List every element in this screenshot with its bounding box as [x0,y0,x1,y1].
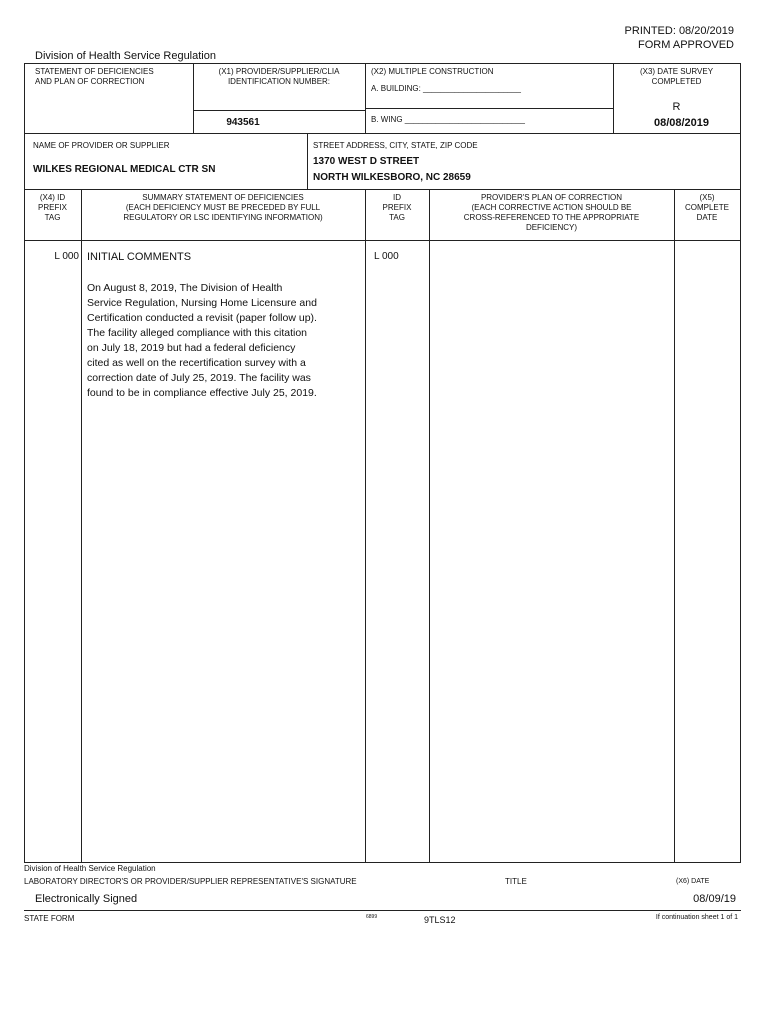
body-line: on July 18, 2019 but had a federal deficiency [87,342,296,354]
x3-r: R [672,101,681,113]
x2-label: (X2) MULTIPLE CONSTRUCTION [371,67,494,76]
form-number: 6899 [366,914,378,920]
body-line: cited as well on the recertification survey with a [87,357,306,369]
x1-label: (X1) PROVIDER/SUPPLIER/CLIA IDENTIFICATION NUMBER: [218,67,340,86]
x3-label: (X3) DATE SURVEY COMPLETED [639,67,714,86]
date-label: (X6) DATE [676,878,710,885]
footer-rule [24,910,741,911]
statement-label: STATEMENT OF DEFICIENCIES AND PLAN OF CORRECTION [35,67,154,86]
signature-label: LABORATORY DIRECTOR'S OR PROVIDER/SUPPLIER REPRESENTATIVE'S SIGNATURE [24,877,357,886]
provider-name-label: NAME OF PROVIDER OR SUPPLIER [33,141,170,150]
footer-division: Division of Health Service Regulation [24,864,156,873]
event-id: 9TLS12 [424,915,456,925]
x4-header: (X4) ID PREFIX TAG [38,193,67,222]
tag-right: L 000 [374,251,399,262]
city-state-zip: NORTH WILKESBORO, NC 28659 [313,172,471,183]
street-address: 1370 WEST D STREET [313,156,420,167]
continuation-sheet: If continuation sheet 1 of 1 [655,914,738,921]
signed-date: 08/09/19 [693,893,736,905]
x2-wing: B. WING ___________________________ [371,115,525,124]
id-header: ID PREFIX TAG [382,193,412,222]
tag-left: L 000 [54,251,79,262]
provider-name: WILKES REGIONAL MEDICAL CTR SN [33,164,216,175]
address-label: STREET ADDRESS, CITY, STATE, ZIP CODE [313,141,478,150]
printed-date: PRINTED: 08/20/2019 [624,25,734,37]
provider-id: 943561 [226,117,260,128]
division-title: Division of Health Service Regulation [35,50,216,62]
title-label: TITLE [505,877,527,886]
x2-building: A. BUILDING: ______________________ [371,84,521,93]
body-line: Service Regulation, Nursing Home Licensure and [87,297,317,309]
form-approved: FORM APPROVED [638,39,734,51]
signature-value: Electronically Signed [35,893,138,905]
plan-header: PROVIDER'S PLAN OF CORRECTION (EACH CORRECTIVE ACTION SHOULD BE CROSS-REFERENCED TO THE APPROPRIATE DEFICIENCY) [463,193,640,232]
body-line: correction date of July 25, 2019. The facility was [87,372,311,384]
entry-body [87,281,362,401]
body-line: On August 8, 2019, The Division of Health [87,282,283,294]
state-form: STATE FORM [24,914,75,923]
entry-heading: INITIAL COMMENTS [87,251,192,263]
summary-header: SUMMARY STATEMENT OF DEFICIENCIES (EACH DEFICIENCY MUST BE PRECEDED BY FULL REGULATORY OR LSC IDENTIFYING INFORMATION) [123,193,323,222]
body-line: found to be in compliance effective July 25, 2019. [87,387,317,399]
body-line: Certification conducted a revisit (paper follow up). [87,312,317,324]
survey-date: 08/08/2019 [653,117,710,129]
x5-header: (X5) COMPLETE DATE [684,193,729,222]
body-line: The facility alleged compliance with this citation [87,327,308,339]
